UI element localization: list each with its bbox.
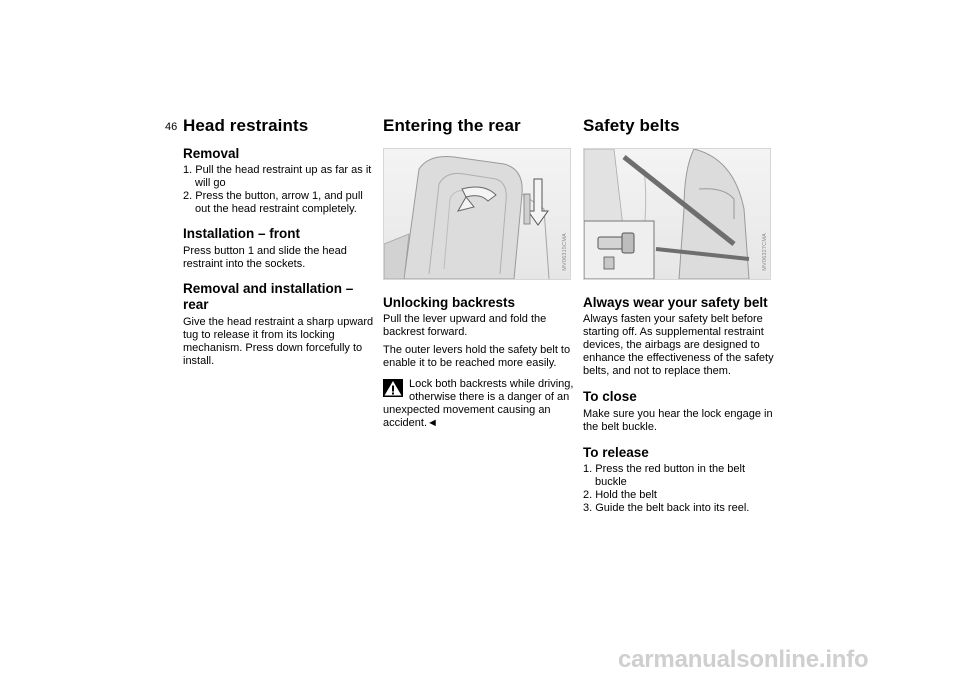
end-mark: ◄ [427, 417, 438, 429]
warning-text-rest [383, 404, 575, 430]
to-release-steps [583, 463, 775, 515]
removal-step: 1. Pull the head restraint up as far as it will go [183, 164, 372, 189]
release-step: 1. Press the red button in the belt buckle [583, 463, 746, 488]
always-wear-belt-text: Always fasten your safety belt before starting off. As supplemental restraint devices, the airbags are designed to enhance the effectiveness of the safety belts, and not to replace them. [583, 313, 774, 377]
warning-triangle-icon [383, 379, 403, 397]
warning-line-2: otherwise there is a danger of an [409, 391, 570, 403]
safety-belt-illustration [583, 148, 771, 280]
head-restraints-title: Head restraints [183, 116, 309, 135]
warning-rest: unexpected movement causing an accident. [383, 404, 551, 429]
release-step: 2. Hold the belt [583, 489, 657, 501]
release-step: 3. Guide the belt back into its reel. [583, 502, 750, 514]
entering-rear-column [383, 116, 575, 430]
seat-backrest-drawing [384, 149, 570, 279]
removal-step: 2. Press the button, arrow 1, and pull out the head restraint completely. [183, 190, 363, 215]
warning-line-1: Lock both backrests while driving, [409, 378, 574, 390]
page-number: 46 [165, 121, 178, 133]
removal-installation-rear-text: Give the head restraint a sharp upward tug to release it from its locking mechanism. Press down forcefully to install. [183, 316, 374, 367]
removal-installation-rear-heading: Removal and installation – rear [183, 281, 354, 312]
to-close-text: Make sure you hear the lock engage in the belt buckle. [583, 408, 773, 433]
installation-front-text: Press button 1 and slide the head restraint into the sockets. [183, 245, 347, 270]
to-release-heading: To release [583, 445, 649, 460]
to-close-heading: To close [583, 389, 637, 404]
removal-steps [183, 164, 375, 216]
image-reference-code: MV06315CMA [562, 233, 568, 271]
safety-belt-drawing [584, 149, 770, 279]
image-reference-code: MV06327CMA [762, 233, 768, 271]
installation-front-heading: Installation – front [183, 226, 301, 241]
head-restraints-column [183, 116, 375, 368]
removal-heading: Removal [183, 146, 240, 161]
entering-rear-title: Entering the rear [383, 116, 521, 135]
safety-belts-title: Safety belts [583, 116, 680, 135]
safety-belts-column [583, 116, 775, 515]
warning-note [383, 378, 575, 430]
outer-levers-text: The outer levers hold the safety belt to enable it to be reached more easily. [383, 344, 571, 369]
always-wear-belt-heading: Always wear your safety belt [583, 295, 768, 310]
seat-backrest-illustration [383, 148, 571, 280]
unlocking-backrests-text: Pull the lever upward and fold the backrest forward. [383, 313, 547, 338]
watermark: carmanualsonline.info [618, 646, 869, 673]
unlocking-backrests-heading: Unlocking backrests [383, 295, 516, 310]
